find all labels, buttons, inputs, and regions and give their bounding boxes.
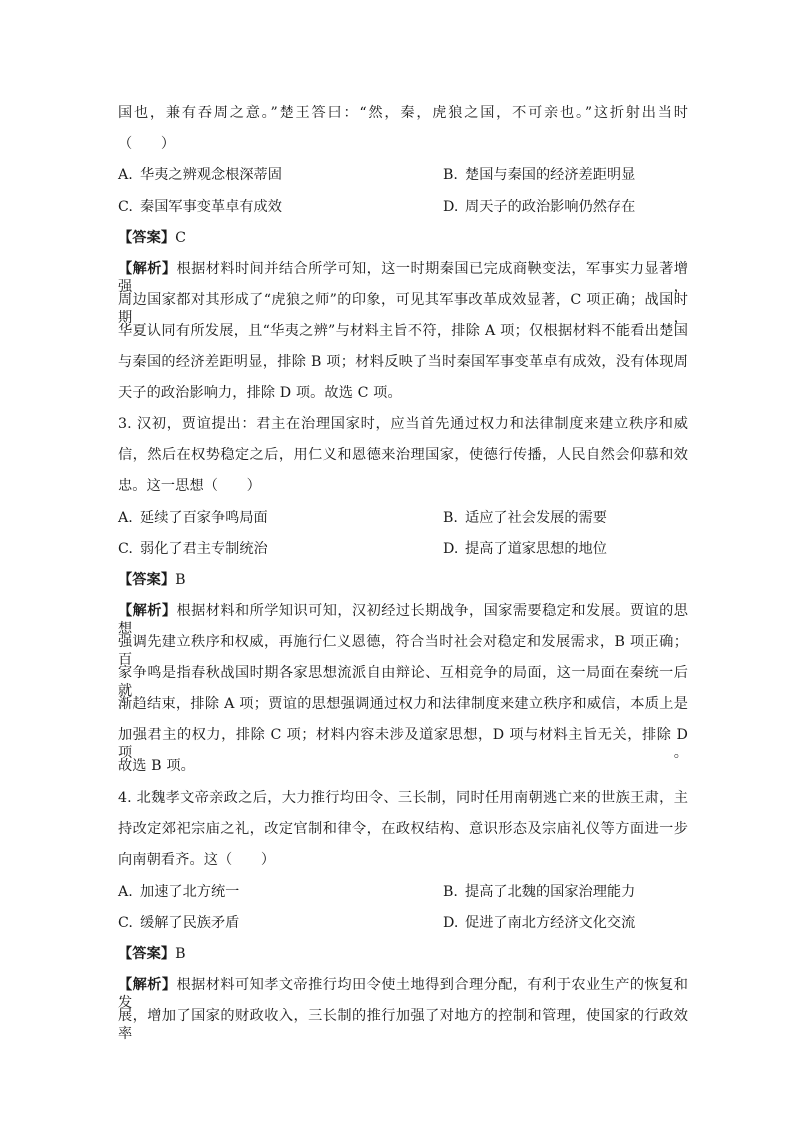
q4-analysis-line: 【解析】根据材料可知孝文帝推行均田令使土地得到合理分配，有利于农业生产的恢复和发 bbox=[118, 977, 688, 1011]
q4-option-b: B. 提高了北魏的国家治理能力 bbox=[443, 884, 636, 900]
q3-stem-line: 信，然后在权势稳定之后，用仁义和恩德来治理国家，使德行传播，人民自然会仰慕和效 bbox=[118, 447, 688, 463]
q3-analysis-line: 故选 B 项。 bbox=[118, 758, 195, 774]
q3-analysis-line: 家争鸣是指春秋战国时期各家思想流派自由辩论、互相竞争的局面，这一局面在秦统一后就 bbox=[118, 665, 688, 699]
q4-option-d: D. 促进了南北方经济文化交流 bbox=[443, 915, 636, 931]
q3-analysis-line: 强调先建立秩序和权威，再施行仁义恩德，符合当时社会对稳定和发展需求，B 项正确；百 bbox=[118, 634, 688, 668]
q4-answer: 【答案】B bbox=[118, 946, 186, 962]
q2-analysis-line: 周边国家都对其形成了“虎狼之师”的印象，可见其军事改革成效显著，C 项正确；战国时期， bbox=[118, 292, 688, 326]
q2-analysis-line: 【解析】根据材料时间并结合所学可知，这一时期秦国已完成商鞅变法，军事实力显著增强， bbox=[118, 261, 688, 295]
q3-stem-line: 忠。这一思想（ ） bbox=[118, 478, 261, 494]
q2-stem-line: 国也，兼有吞周之意。”楚王答曰：“然，秦，虎狼之国，不可亲也。”这折射出当时 bbox=[118, 105, 688, 121]
q3-stem-line: 3. 汉初，贾谊提出：君主在治理国家时，应当首先通过权力和法律制度来建立秩序和威 bbox=[118, 416, 688, 432]
q2-analysis-line: 与秦国的经济差距明显，排除 B 项；材料反映了当时秦国军事变革卓有成效，没有体现周 bbox=[118, 354, 688, 370]
q4-stem-line: 向南朝看齐。这（ ） bbox=[118, 852, 276, 868]
q4-analysis-line: 展，增加了国家的财政收入，三长制的推行加强了对地方的控制和管理，使国家的行政效率 bbox=[118, 1008, 688, 1042]
q4-option-c: C. 缓解了民族矛盾 bbox=[118, 915, 240, 931]
q2-analysis-line: 华夏认同有所发展，且“华夷之辨”与材料主旨不符，排除 A 项；仅根据材料不能看出楚国 bbox=[118, 323, 688, 339]
q3-option-c: C. 弱化了君主专制统治 bbox=[118, 541, 268, 557]
q3-option-a: A. 延续了百家争鸣局面 bbox=[118, 510, 268, 526]
q3-analysis-line: 加强君主的权力，排除 C 项；材料内容未涉及道家思想，D 项与材料主旨无关，排除 D 项。 bbox=[118, 727, 688, 761]
q2-option-b: B. 楚国与秦国的经济差距明显 bbox=[443, 167, 636, 183]
q4-stem-line: 4. 北魏孝文帝亲政之后，大力推行均田令、三长制，同时任用南朝逃亡来的世族王肃，主 bbox=[118, 790, 688, 806]
q4-stem-line: 持改定郊祀宗庙之礼，改定官制和律令，在政权结构、意识形态及宗庙礼仪等方面进一步 bbox=[118, 821, 688, 837]
q2-option-d: D. 周天子的政治影响仍然存在 bbox=[443, 199, 636, 215]
q2-answer: 【答案】C bbox=[118, 230, 187, 246]
q2-analysis-line: 天子的政治影响力，排除 D 项。故选 C 项。 bbox=[118, 385, 402, 401]
q2-option-c: C. 秦国军事变革卓有成效 bbox=[118, 199, 282, 215]
q3-analysis-line: 【解析】根据材料和所学知识可知，汉初经过长期战争，国家需要稳定和发展。贾谊的思想 bbox=[118, 603, 688, 637]
q3-option-d: D. 提高了道家思想的地位 bbox=[443, 541, 607, 557]
q2-option-a: A. 华夷之辨观念根深蒂固 bbox=[118, 167, 282, 183]
q3-answer: 【答案】B bbox=[118, 572, 186, 588]
q4-option-a: A. 加速了北方统一 bbox=[118, 884, 240, 900]
q3-option-b: B. 适应了社会发展的需要 bbox=[443, 510, 607, 526]
q2-stem-blank: （ ） bbox=[118, 136, 176, 152]
q3-analysis-line: 渐趋结束，排除 A 项；贾谊的思想强调通过权力和法律制度来建立秩序和威信，本质上是 bbox=[118, 696, 688, 712]
